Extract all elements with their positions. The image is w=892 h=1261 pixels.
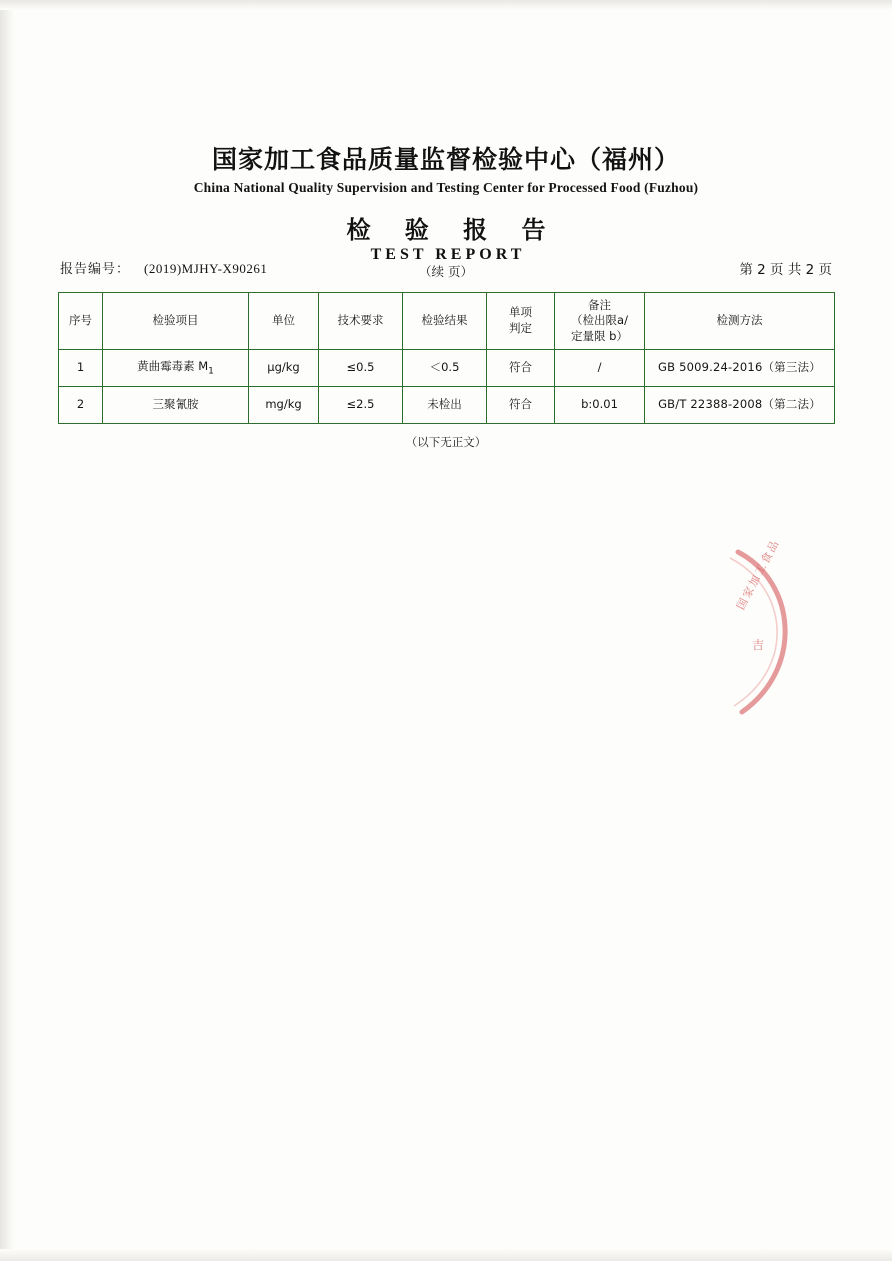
header-unit: 单位 (249, 293, 319, 350)
cell-requirement: ≤2.5 (319, 387, 403, 424)
cell-result: ＜0.5 (403, 350, 487, 387)
header-judgement (487, 293, 555, 350)
cell-unit: mg/kg (249, 387, 319, 424)
cell-result: 未检出 (403, 387, 487, 424)
document-header (0, 140, 892, 264)
cell-item (103, 350, 249, 387)
scan-edge-bottom (0, 1249, 892, 1261)
document-meta (0, 258, 892, 280)
table-header-row (59, 293, 835, 350)
cell-item: 三聚氰胺 (103, 387, 249, 424)
seal-text: 国家加工食品 (734, 536, 783, 612)
organization-name-en: China National Quality Supervision and Testing Center for Processed Food (Fuzhou) (193, 180, 699, 195)
header-requirement: 技术要求 (319, 293, 403, 350)
cell-method: GB/T 22388-2008（第二法） (645, 387, 835, 424)
scan-edge-top (0, 0, 892, 10)
header-method: 检测方法 (645, 293, 835, 350)
cell-judgement: 符合 (487, 350, 555, 387)
seal-character: 吉 (752, 638, 765, 652)
cell-judgement: 符合 (487, 387, 555, 424)
report-number-value: (2019)MJHY-X90261 (144, 261, 268, 276)
document-title-cn: 检 验 报 告 (346, 216, 559, 244)
cell-note: / (555, 350, 645, 387)
cell-method: GB 5009.24-2016（第三法） (645, 350, 835, 387)
header-index: 序号 (59, 293, 103, 350)
test-results-table (58, 292, 835, 424)
header-judgement-line1: 单项 (509, 305, 532, 320)
header-item: 检验项目 (103, 293, 249, 350)
cell-item-text: 黄曲霉毒素 M (137, 358, 209, 373)
header-judgement-line2: 判定 (509, 321, 532, 335)
cell-item-subscript: 1 (208, 366, 214, 377)
end-of-text-note: （以下无正文） (405, 435, 487, 449)
report-number-label: 报告编号： (60, 262, 131, 277)
organization-name-cn: 国家加工食品质量监督检验中心（福州） (211, 145, 680, 174)
header-note-line1: 备注 (588, 297, 611, 312)
header-note (555, 293, 645, 350)
document-title-en: TEST REPORT (370, 246, 526, 263)
page-indicator: 第 2 页 共 2 页 (739, 262, 832, 278)
cell-requirement: ≤0.5 (319, 350, 403, 387)
table-row (59, 387, 835, 424)
header-note-line2: （检出限a/ (571, 313, 628, 328)
header-result: 检验结果 (403, 293, 487, 350)
continued-label: （续 页） (419, 264, 473, 279)
cell-index: 2 (59, 387, 103, 424)
cell-unit: μg/kg (249, 350, 319, 387)
header-note-line3: 定量限 b） (571, 328, 628, 343)
table-row (59, 350, 835, 387)
official-seal (700, 536, 820, 720)
cell-note: b:0.01 (555, 387, 645, 424)
cell-index: 1 (59, 350, 103, 387)
